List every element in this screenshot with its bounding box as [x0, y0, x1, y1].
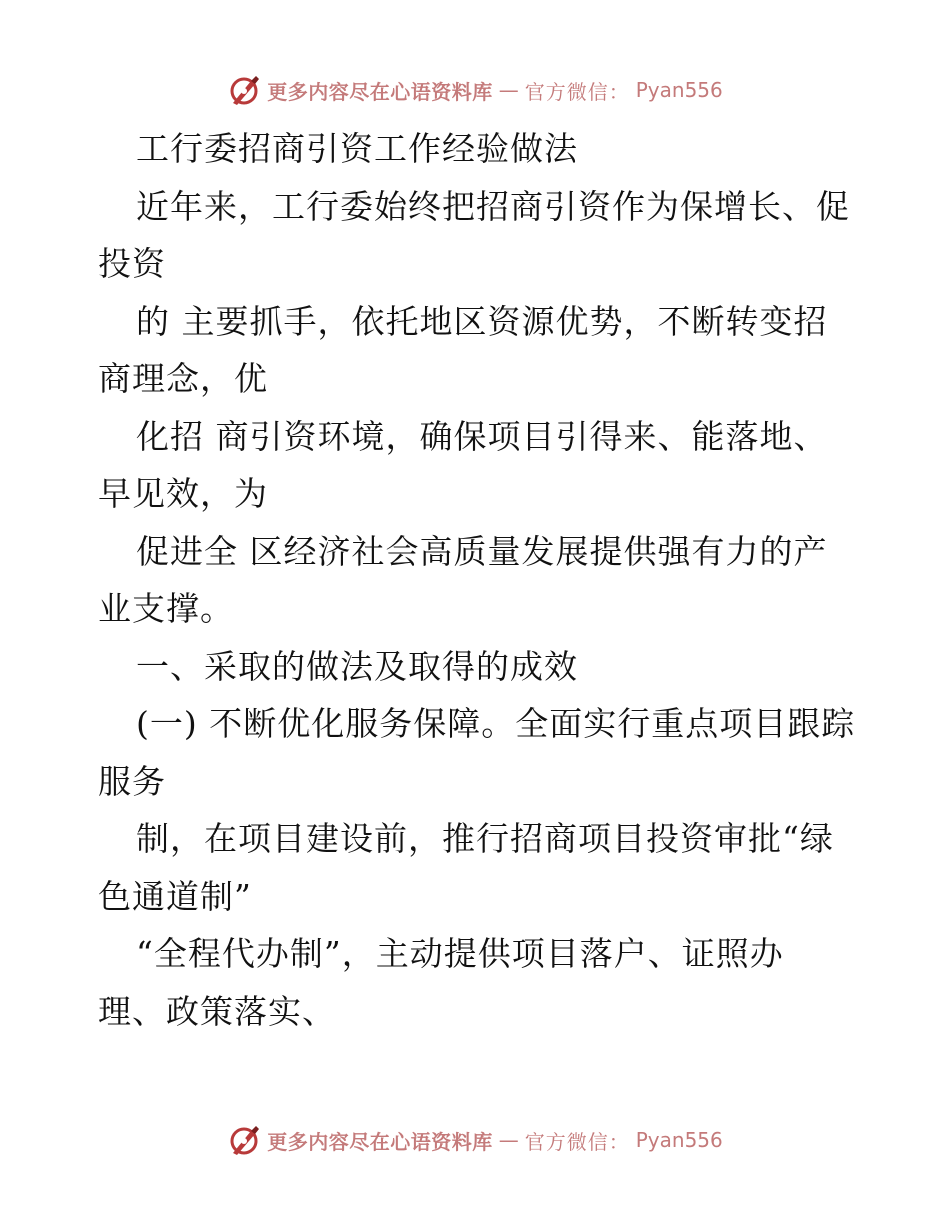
document-line: 理、政策落实、 [98, 991, 336, 1031]
watermark-main-text: 更多内容尽在心语资料库 [267, 1129, 493, 1154]
watermark-wechat-id: Pyan556 [635, 1128, 723, 1152]
header-watermark [0, 70, 950, 110]
document-line: 的 主要抓手，依托地区资源优势，不断转变招 [136, 301, 828, 341]
pen-circle-logo-icon [227, 73, 261, 107]
footer-watermark [0, 1120, 950, 1160]
watermark-official-label: 官方微信： [524, 79, 630, 104]
document-line: “全程代办制”，主动提供项目落户、证照办 [136, 934, 784, 973]
document-line: 服务 [98, 761, 166, 801]
document-line: 色通道制” [98, 876, 252, 916]
document-body [98, 120, 858, 1040]
document-line: 工行委招商引资工作经验做法 [136, 129, 578, 168]
watermark-main-text: 更多内容尽在心语资料库 [267, 79, 493, 104]
pen-circle-logo-icon [227, 1123, 261, 1157]
document-line: 业支撑。 [98, 589, 234, 628]
document-line: (一) 不断优化服务保障。全面实行重点项目跟踪 [136, 704, 856, 743]
document-line: 化招 商引资环境，确保项目引得来、能落地、 [136, 416, 828, 456]
document-line: 制，在项目建设前，推行招商项目投资审批“绿 [136, 819, 834, 858]
watermark-official-label: 官方微信： [524, 1129, 630, 1154]
document-line: 近年来，工行委始终把招商引资作为保增长、促 [136, 186, 850, 226]
watermark-wechat-id: Pyan556 [635, 78, 723, 102]
document-line: 商理念，优 [98, 359, 268, 398]
watermark-separator: — [498, 1128, 519, 1152]
document-line: 早见效，为 [98, 474, 268, 513]
document-line: 一、采取的做法及取得的成效 [136, 646, 578, 686]
watermark-separator: — [498, 78, 519, 102]
document-line: 促进全 区经济社会高质量发展提供强有力的产 [136, 531, 828, 571]
document-line: 投资 [98, 244, 166, 283]
